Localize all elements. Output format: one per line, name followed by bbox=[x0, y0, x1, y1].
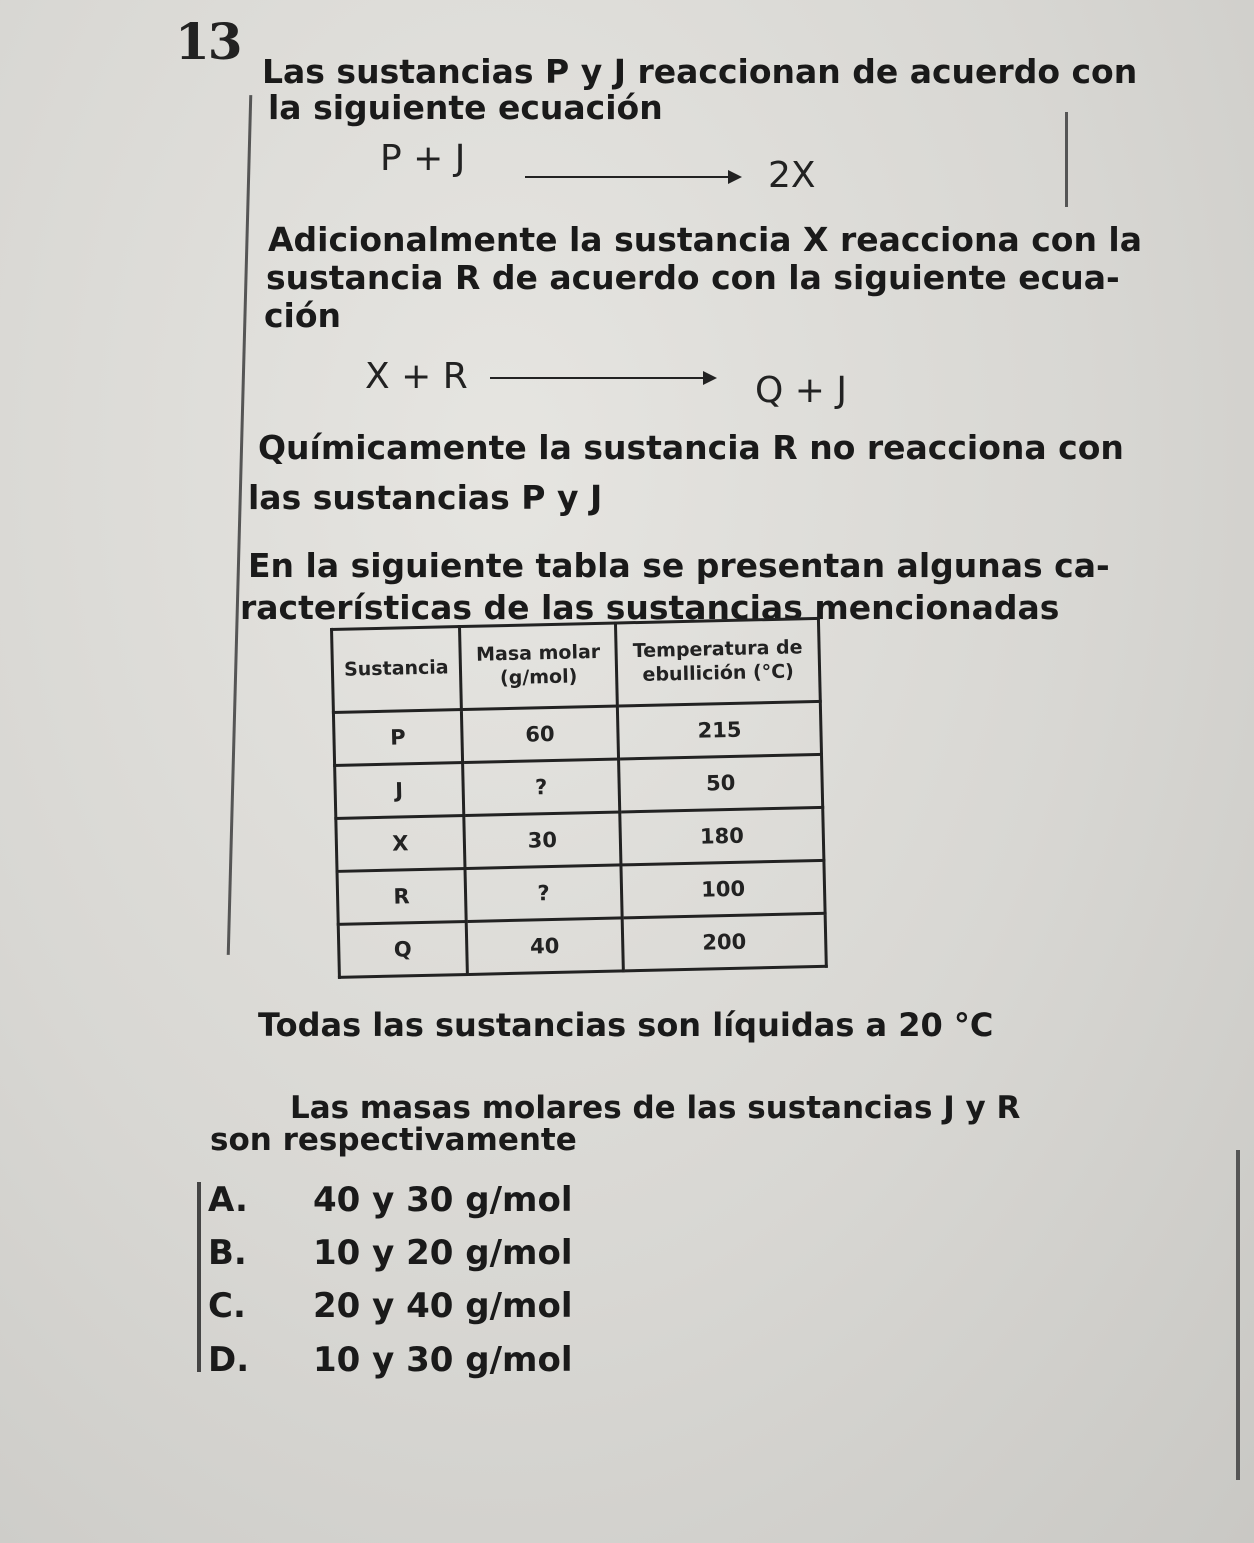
margin-line bbox=[1236, 1150, 1240, 1480]
cell-substance: R bbox=[337, 869, 466, 925]
para4-line-2: racterísticas de las sustancias mencionadas bbox=[240, 588, 1060, 627]
option-letter: C. bbox=[208, 1286, 246, 1326]
cell-substance: X bbox=[336, 816, 465, 872]
para3-line-1: Químicamente la sustancia R no reacciona con bbox=[258, 428, 1124, 467]
header-substance: Sustancia bbox=[332, 627, 462, 713]
equation-1-right: 2X bbox=[768, 155, 816, 196]
cell-substance: Q bbox=[338, 921, 467, 977]
cell-molar-mass: 40 bbox=[466, 918, 623, 975]
option-d[interactable] bbox=[208, 1340, 573, 1380]
option-text: 40 y 30 g/mol bbox=[313, 1180, 573, 1220]
options-margin-bar bbox=[197, 1182, 201, 1372]
cell-boiling-point: 180 bbox=[620, 807, 824, 865]
note-liquids: Todas las sustancias son líquidas a 20 °C bbox=[258, 1006, 994, 1044]
para2-line-1: Adicionalmente la sustancia X reacciona con la bbox=[268, 220, 1143, 259]
option-text: 20 y 40 g/mol bbox=[313, 1286, 573, 1326]
cell-molar-mass: 30 bbox=[464, 812, 621, 869]
cell-boiling-point: 215 bbox=[617, 701, 821, 759]
option-letter: B. bbox=[208, 1233, 247, 1273]
equation-2-right: Q + J bbox=[755, 370, 848, 411]
substance-table bbox=[330, 617, 828, 979]
para2-line-3: ción bbox=[264, 296, 342, 335]
margin-line bbox=[1065, 112, 1068, 207]
option-b[interactable] bbox=[208, 1233, 573, 1273]
cell-molar-mass: 60 bbox=[461, 706, 618, 763]
equation-2-arrow bbox=[490, 377, 715, 379]
cell-boiling-point: 100 bbox=[621, 860, 825, 918]
cell-molar-mass: ? bbox=[462, 759, 619, 816]
table-header-row bbox=[332, 618, 821, 712]
cell-boiling-point: 200 bbox=[622, 913, 826, 971]
cell-molar-mass: ? bbox=[465, 865, 622, 922]
option-a[interactable] bbox=[208, 1180, 573, 1220]
intro-line-2: la siguiente ecuación bbox=[268, 88, 663, 127]
prompt-line-2: son respectivamente bbox=[210, 1122, 577, 1158]
option-text: 10 y 20 g/mol bbox=[313, 1233, 573, 1273]
intro-line-1: Las sustancias P y J reaccionan de acuerdo con bbox=[262, 52, 1138, 91]
equation-1-left: P + J bbox=[380, 138, 466, 179]
option-letter: A. bbox=[208, 1180, 248, 1220]
prompt-line-1: Las masas molares de las sustancias J y R bbox=[290, 1090, 1021, 1126]
equation-2-left: X + R bbox=[365, 356, 468, 397]
para4-line-1: En la siguiente tabla se presentan algunas ca- bbox=[248, 546, 1110, 585]
cell-boiling-point: 50 bbox=[619, 754, 823, 812]
cell-substance: J bbox=[335, 763, 464, 819]
cell-substance: P bbox=[333, 710, 462, 766]
option-letter: D. bbox=[208, 1340, 250, 1380]
para2-line-2: sustancia R de acuerdo con la siguiente ecua- bbox=[266, 258, 1120, 297]
header-boiling-point: Temperatura de ebullición (°C) bbox=[616, 618, 821, 706]
para3-line-2: las sustancias P y J bbox=[248, 478, 603, 517]
option-text: 10 y 30 g/mol bbox=[313, 1340, 573, 1380]
header-molar-mass: Masa molar (g/mol) bbox=[459, 623, 617, 710]
option-c[interactable] bbox=[208, 1286, 573, 1326]
equation-1-arrow bbox=[525, 176, 740, 178]
question-number: 13 bbox=[175, 12, 241, 71]
table-row bbox=[338, 913, 826, 977]
